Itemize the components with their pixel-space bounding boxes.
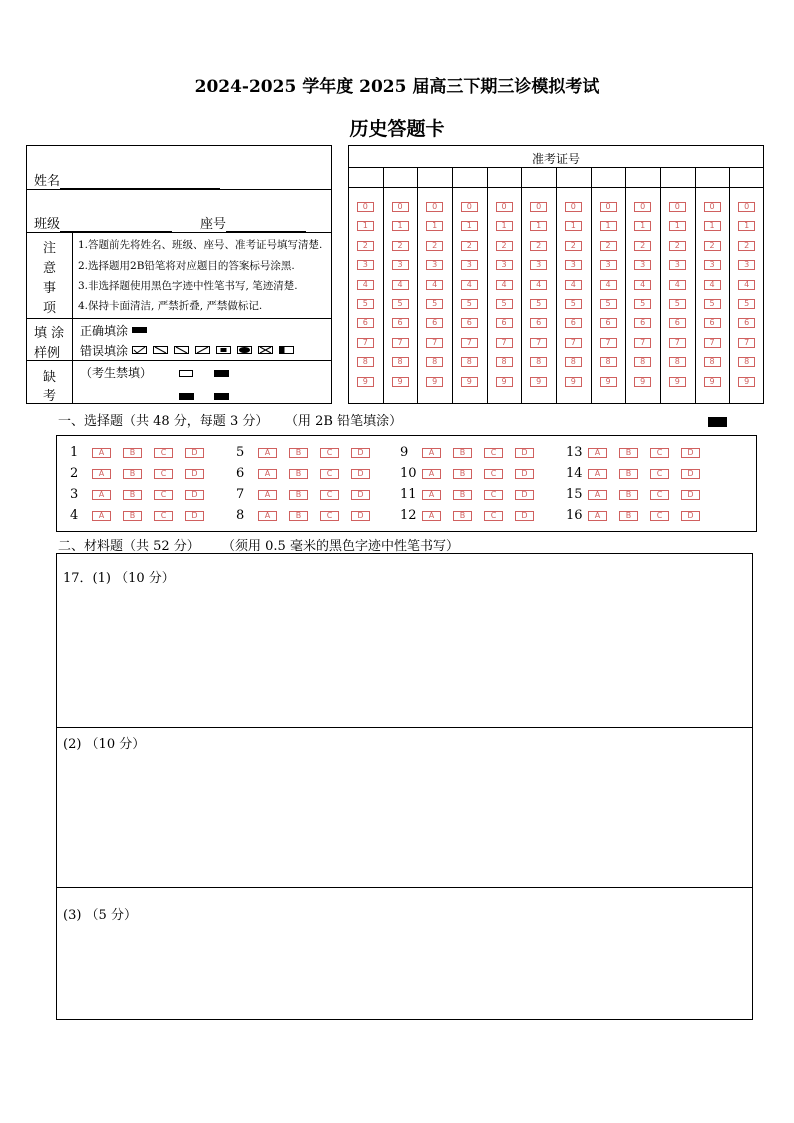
exam-id-digit-bubble[interactable]: 5: [738, 299, 755, 309]
exam-id-digit-bubble[interactable]: 2: [738, 241, 755, 251]
exam-id-write-cell[interactable]: [452, 168, 487, 187]
question-number: 6: [236, 466, 245, 481]
exam-id-digit-bubble[interactable]: 2: [426, 241, 443, 251]
option-bubble-d[interactable]: D: [681, 469, 700, 479]
exam-id-digit-bubble[interactable]: 8: [461, 357, 478, 367]
option-bubble-d[interactable]: D: [515, 511, 534, 521]
option-bubble-a[interactable]: A: [422, 469, 441, 479]
exam-id-write-cell[interactable]: [383, 168, 418, 187]
seat-field[interactable]: [200, 213, 306, 232]
exam-id-digit-bubble[interactable]: 1: [392, 221, 409, 231]
option-bubble-d[interactable]: D: [351, 511, 370, 521]
exam-id-digit-bubble[interactable]: 1: [738, 221, 755, 231]
question-number: 8: [236, 508, 245, 523]
question-number: 10: [400, 466, 417, 481]
exam-id-digit-bubble[interactable]: 0: [634, 202, 651, 212]
exam-id-digit-bubble[interactable]: 3: [461, 260, 478, 270]
option-bubble-d[interactable]: D: [185, 469, 204, 479]
option-bubble-c[interactable]: C: [650, 511, 669, 521]
exam-id-column-divider: [417, 167, 418, 404]
exam-id-digit-bubble[interactable]: 5: [461, 299, 478, 309]
option-bubble-c[interactable]: C: [154, 511, 173, 521]
exam-id-digit-bubble[interactable]: 6: [461, 318, 478, 328]
option-bubble-d[interactable]: D: [351, 490, 370, 500]
option-bubble-a[interactable]: A: [258, 490, 277, 500]
option-bubble-a[interactable]: A: [588, 448, 607, 458]
notes-label-1: 注: [43, 241, 57, 256]
exam-id-digit-bubble[interactable]: 0: [565, 202, 582, 212]
exam-id-digit-bubble[interactable]: 5: [634, 299, 651, 309]
exam-id-digit-bubble[interactable]: 4: [738, 280, 755, 290]
exam-id-digit-bubble[interactable]: 8: [704, 357, 721, 367]
section1-title: 一、选择题（共 48 分，每题 3 分）: [58, 414, 269, 429]
exam-id-digit-bubble[interactable]: 1: [530, 221, 547, 231]
exam-id-write-cell[interactable]: [729, 168, 764, 187]
option-bubble-c[interactable]: C: [484, 511, 503, 521]
exam-id-digit-bubble[interactable]: 0: [704, 202, 721, 212]
correct-fill-label: 正确填涂: [80, 324, 129, 338]
exam-id-column-divider: [591, 167, 592, 404]
wrong-fill-samples: [132, 345, 302, 355]
question-number: 12: [400, 508, 417, 523]
option-bubble-d[interactable]: D: [681, 511, 700, 521]
exam-id-digit-bubble[interactable]: 3: [738, 260, 755, 270]
exam-id-digit-bubble[interactable]: 6: [357, 318, 374, 328]
class-line: [60, 217, 172, 232]
notes-label-2: 意: [43, 261, 57, 276]
fill-sample-label-2: 样例: [34, 346, 61, 361]
exam-id-digit-bubble[interactable]: 4: [530, 280, 547, 290]
exam-id-write-cell[interactable]: [487, 168, 522, 187]
question-number: 15: [566, 487, 583, 502]
exam-id-digit-bubble[interactable]: 2: [357, 241, 374, 251]
name-field[interactable]: [34, 170, 220, 189]
absent-label-2: 考: [43, 389, 57, 404]
exam-id-digit-bubble[interactable]: 9: [357, 377, 374, 387]
exam-id-digit-bubble[interactable]: 4: [600, 280, 617, 290]
exam-id-digit-bubble[interactable]: 9: [461, 377, 478, 387]
exam-id-digit-bubble[interactable]: 0: [738, 202, 755, 212]
exam-id-digit-bubble[interactable]: 0: [496, 202, 513, 212]
option-bubble-a[interactable]: A: [422, 490, 441, 500]
exam-id-digit-bubble[interactable]: 2: [461, 241, 478, 251]
exam-id-digit-bubble[interactable]: 7: [669, 338, 686, 348]
notes-label-3: 事: [43, 281, 57, 296]
option-bubble-a[interactable]: A: [92, 469, 111, 479]
exam-id-digit-bubble[interactable]: 7: [530, 338, 547, 348]
exam-id-digit-bubble[interactable]: 1: [565, 221, 582, 231]
exam-id-column-divider: [487, 167, 488, 404]
name-line: [60, 174, 220, 189]
exam-id-digit-bubble[interactable]: 1: [704, 221, 721, 231]
notes-label-4: 项: [43, 301, 57, 316]
question-number: 5: [236, 445, 245, 460]
absent-note: （考生禁填）: [80, 366, 153, 380]
option-bubble-a[interactable]: A: [588, 490, 607, 500]
exam-id-digit-bubble[interactable]: 0: [461, 202, 478, 212]
fill-sample-label-1: 填 涂: [34, 326, 65, 341]
exam-id-digit-bubble[interactable]: 9: [669, 377, 686, 387]
option-bubble-d[interactable]: D: [185, 490, 204, 500]
exam-id-digit-bubble[interactable]: 9: [704, 377, 721, 387]
exam-id-digit-bubble[interactable]: 6: [565, 318, 582, 328]
exam-id-digit-bubble[interactable]: 2: [704, 241, 721, 251]
exam-id-digit-bubble[interactable]: 8: [669, 357, 686, 367]
option-bubble-c[interactable]: C: [320, 448, 339, 458]
option-bubble-c[interactable]: C: [484, 448, 503, 458]
option-bubble-b[interactable]: B: [123, 511, 142, 521]
exam-id-digit-bubble[interactable]: 7: [704, 338, 721, 348]
exam-id-digit-bubble[interactable]: 3: [565, 260, 582, 270]
q17-part1-answer-area[interactable]: [57, 590, 752, 726]
option-bubble-b[interactable]: B: [619, 469, 638, 479]
exam-id-digit-bubble[interactable]: 1: [600, 221, 617, 231]
exam-id-digit-bubble[interactable]: 5: [392, 299, 409, 309]
exam-id-digit-bubble[interactable]: 4: [669, 280, 686, 290]
exam-id-digit-bubble[interactable]: 7: [600, 338, 617, 348]
exam-title: 2024-2025 学年度 2025 届高三下期三诊模拟考试: [194, 77, 600, 97]
exam-id-digit-bubble[interactable]: 8: [426, 357, 443, 367]
option-bubble-b[interactable]: B: [123, 469, 142, 479]
exam-id-digit-bubble[interactable]: 3: [530, 260, 547, 270]
exam-id-column-divider: [660, 167, 661, 404]
option-bubble-d[interactable]: D: [185, 511, 204, 521]
question-number: 14: [566, 466, 583, 481]
option-bubble-d[interactable]: D: [351, 469, 370, 479]
position-mark: [708, 417, 727, 427]
option-bubble-c[interactable]: C: [154, 448, 173, 458]
question-number: 1: [70, 445, 79, 460]
exam-id-digit-bubble[interactable]: 3: [634, 260, 651, 270]
exam-id-digit-bubble[interactable]: 2: [634, 241, 651, 251]
option-bubble-c[interactable]: C: [320, 511, 339, 521]
option-bubble-a[interactable]: A: [92, 511, 111, 521]
exam-id-digit-bubble[interactable]: 6: [634, 318, 651, 328]
option-bubble-c[interactable]: C: [320, 469, 339, 479]
exam-id-digit-bubble[interactable]: 8: [634, 357, 651, 367]
option-bubble-b[interactable]: B: [123, 448, 142, 458]
absent-label-1: 缺: [43, 370, 57, 385]
seat-line: [226, 217, 306, 232]
exam-id-digit-bubble[interactable]: 6: [600, 318, 617, 328]
exam-id-digit-bubble[interactable]: 0: [426, 202, 443, 212]
option-bubble-b[interactable]: B: [619, 490, 638, 500]
note-3: 3.非选择题使用黑色字迹中性笔书写, 笔迹清楚.: [78, 280, 298, 292]
exam-id-digit-bubble[interactable]: 2: [392, 241, 409, 251]
option-bubble-c[interactable]: C: [650, 490, 669, 500]
exam-id-digit-bubble[interactable]: 1: [669, 221, 686, 231]
question-number: 7: [236, 487, 245, 502]
exam-id-digit-bubble[interactable]: 7: [496, 338, 513, 348]
exam-id-write-cell[interactable]: [591, 168, 626, 187]
exam-id-digit-bubble[interactable]: 7: [565, 338, 582, 348]
exam-id-digit-bubble[interactable]: 9: [496, 377, 513, 387]
option-bubble-b[interactable]: B: [289, 490, 308, 500]
exam-id-digit-bubble[interactable]: 3: [669, 260, 686, 270]
section1-note: （用 2B 铅笔填涂）: [285, 414, 403, 429]
option-bubble-c[interactable]: C: [484, 469, 503, 479]
option-bubble-a[interactable]: A: [258, 469, 277, 479]
position-mark: [179, 393, 194, 400]
exam-id-digit-bubble[interactable]: 6: [738, 318, 755, 328]
exam-id-digit-bubble[interactable]: 1: [426, 221, 443, 231]
option-bubble-a[interactable]: A: [422, 448, 441, 458]
q17-part3-answer-area[interactable]: [57, 925, 752, 1019]
exam-id-digit-bubble[interactable]: 8: [496, 357, 513, 367]
option-bubble-b[interactable]: B: [453, 469, 472, 479]
exam-id-write-cell[interactable]: [556, 168, 591, 187]
exam-id-digit-bubble[interactable]: 4: [496, 280, 513, 290]
exam-id-digit-bubble[interactable]: 9: [565, 377, 582, 387]
note-1: 1.答题前先将姓名、班级、座号、准考证号填写清楚.: [78, 239, 323, 251]
seat-label: 座号: [200, 217, 227, 232]
exam-id-digit-bubble[interactable]: 3: [496, 260, 513, 270]
exam-id-digit-bubble[interactable]: 3: [392, 260, 409, 270]
exam-id-column-divider: [383, 167, 384, 404]
option-bubble-b[interactable]: B: [123, 490, 142, 500]
exam-id-digit-bubble[interactable]: 8: [738, 357, 755, 367]
exam-id-digit-bubble[interactable]: 4: [634, 280, 651, 290]
exam-id-digit-bubble[interactable]: 6: [426, 318, 443, 328]
exam-id-digit-bubble[interactable]: 5: [600, 299, 617, 309]
exam-id-write-cell[interactable]: [417, 168, 452, 187]
exam-id-digit-bubble[interactable]: 8: [600, 357, 617, 367]
exam-id-digit-bubble[interactable]: 2: [496, 241, 513, 251]
q17-part2-label: (2) （10 分）: [63, 737, 146, 752]
correct-fill-mark: [132, 327, 147, 333]
option-bubble-c[interactable]: C: [484, 490, 503, 500]
position-mark: [214, 370, 229, 377]
exam-id-digit-bubble[interactable]: 2: [565, 241, 582, 251]
exam-id-digit-bubble[interactable]: 7: [738, 338, 755, 348]
exam-id-digit-bubble[interactable]: 7: [461, 338, 478, 348]
exam-id-digit-bubble[interactable]: 0: [357, 202, 374, 212]
section2-note: （须用 0.5 毫米的黑色字迹中性笔书写）: [222, 539, 459, 554]
note-4: 4.保持卡面清洁, 严禁折叠, 严禁做标记.: [78, 300, 263, 312]
exam-id-digit-bubble[interactable]: 2: [530, 241, 547, 251]
exam-id-digit-bubble[interactable]: 8: [530, 357, 547, 367]
exam-id-digit-bubble[interactable]: 3: [704, 260, 721, 270]
exam-id-digit-bubble[interactable]: 7: [426, 338, 443, 348]
exam-id-digit-bubble[interactable]: 8: [357, 357, 374, 367]
exam-id-digit-bubble[interactable]: 2: [669, 241, 686, 251]
exam-id-write-cell[interactable]: [695, 168, 730, 187]
exam-id-digit-bubble[interactable]: 5: [669, 299, 686, 309]
question-number: 13: [566, 445, 583, 460]
question-number: 3: [70, 487, 79, 502]
question-number: 4: [70, 508, 79, 523]
option-bubble-c[interactable]: C: [320, 490, 339, 500]
exam-id-digit-bubble[interactable]: 5: [496, 299, 513, 309]
exam-id-digit-bubble[interactable]: 1: [357, 221, 374, 231]
exam-id-digit-bubble[interactable]: 6: [496, 318, 513, 328]
question-number: 9: [400, 445, 409, 460]
q17-part3-label: (3) （5 分）: [63, 908, 137, 923]
answer-card-title: 历史答题卡: [349, 118, 445, 140]
exam-id-digit-bubble[interactable]: 6: [704, 318, 721, 328]
option-bubble-d[interactable]: D: [515, 448, 534, 458]
option-bubble-b[interactable]: B: [619, 448, 638, 458]
exam-id-column-divider: [729, 167, 730, 404]
exam-id-digit-bubble[interactable]: 4: [704, 280, 721, 290]
exam-id-column-divider: [625, 167, 626, 404]
exam-id-digit-bubble[interactable]: 0: [392, 202, 409, 212]
exam-id-digit-bubble[interactable]: 5: [357, 299, 374, 309]
exam-id-digit-bubble[interactable]: 5: [704, 299, 721, 309]
option-bubble-a[interactable]: A: [258, 448, 277, 458]
option-bubble-a[interactable]: A: [92, 448, 111, 458]
exam-id-column-divider: [556, 167, 557, 404]
exam-id-digit-bubble[interactable]: 5: [530, 299, 547, 309]
option-bubble-d[interactable]: D: [681, 490, 700, 500]
exam-id-digit-bubble[interactable]: 4: [461, 280, 478, 290]
section2-title: 二、材料题（共 52 分）: [58, 539, 200, 554]
absent-mark-box[interactable]: [179, 370, 193, 377]
exam-id-digit-bubble[interactable]: 0: [530, 202, 547, 212]
exam-id-column-divider: [695, 167, 696, 404]
class-field[interactable]: [34, 213, 172, 232]
exam-id-digit-bubble[interactable]: 9: [634, 377, 651, 387]
exam-id-digit-bubble[interactable]: 1: [634, 221, 651, 231]
exam-id-write-cell[interactable]: [521, 168, 556, 187]
wrong-fill-label: 错误填涂: [80, 344, 129, 358]
option-bubble-c[interactable]: C: [650, 448, 669, 458]
exam-id-digit-bubble[interactable]: 6: [669, 318, 686, 328]
exam-id-digit-bubble[interactable]: 3: [357, 260, 374, 270]
exam-id-digit-bubble[interactable]: 5: [565, 299, 582, 309]
note-2: 2.选择题用2B铅笔将对应题目的答案标号涂黑.: [78, 260, 295, 272]
option-bubble-d[interactable]: D: [351, 448, 370, 458]
option-bubble-b[interactable]: B: [619, 511, 638, 521]
question-number: 16: [566, 508, 583, 523]
option-bubble-b[interactable]: B: [453, 490, 472, 500]
exam-id-digit-bubble[interactable]: 4: [357, 280, 374, 290]
option-bubble-a[interactable]: A: [422, 511, 441, 521]
option-bubble-d[interactable]: D: [185, 448, 204, 458]
exam-id-title: 准考证号: [531, 152, 580, 166]
option-bubble-c[interactable]: C: [154, 490, 173, 500]
option-bubble-d[interactable]: D: [515, 469, 534, 479]
exam-id-digit-bubble[interactable]: 5: [426, 299, 443, 309]
option-bubble-b[interactable]: B: [289, 448, 308, 458]
option-bubble-d[interactable]: D: [681, 448, 700, 458]
option-bubble-a[interactable]: A: [92, 490, 111, 500]
exam-id-digit-bubble[interactable]: 7: [634, 338, 651, 348]
exam-id-digit-bubble[interactable]: 3: [600, 260, 617, 270]
name-label: 姓名: [34, 174, 61, 189]
exam-id-digit-bubble[interactable]: 1: [461, 221, 478, 231]
exam-id-digit-bubble[interactable]: 8: [392, 357, 409, 367]
exam-id-digit-bubble[interactable]: 4: [392, 280, 409, 290]
exam-id-write-cell[interactable]: [348, 168, 383, 187]
exam-id-digit-bubble[interactable]: 7: [392, 338, 409, 348]
exam-id-column-divider: [521, 167, 522, 404]
exam-id-column-divider: [452, 167, 453, 404]
exam-id-digit-bubble[interactable]: 0: [600, 202, 617, 212]
exam-id-digit-bubble[interactable]: 3: [426, 260, 443, 270]
question-number: 2: [70, 466, 79, 481]
class-label: 班级: [34, 217, 61, 232]
exam-id-digit-bubble[interactable]: 9: [426, 377, 443, 387]
exam-id-digit-bubble[interactable]: 6: [392, 318, 409, 328]
q17-part1-label: 17．(1) （10 分）: [63, 571, 175, 586]
exam-id-digit-bubble[interactable]: 1: [496, 221, 513, 231]
exam-id-digit-bubble[interactable]: 4: [565, 280, 582, 290]
exam-id-digit-bubble[interactable]: 7: [357, 338, 374, 348]
option-bubble-a[interactable]: A: [588, 469, 607, 479]
option-bubble-b[interactable]: B: [289, 511, 308, 521]
option-bubble-a[interactable]: A: [588, 511, 607, 521]
option-bubble-a[interactable]: A: [258, 511, 277, 521]
exam-id-write-cell[interactable]: [625, 168, 660, 187]
exam-id-digit-bubble[interactable]: 9: [600, 377, 617, 387]
exam-id-write-cell[interactable]: [660, 168, 695, 187]
exam-id-digit-bubble[interactable]: 9: [392, 377, 409, 387]
exam-id-digit-bubble[interactable]: 4: [426, 280, 443, 290]
option-bubble-b[interactable]: B: [289, 469, 308, 479]
exam-id-digit-bubble[interactable]: 2: [600, 241, 617, 251]
option-bubble-b[interactable]: B: [453, 448, 472, 458]
exam-id-digit-bubble[interactable]: 9: [530, 377, 547, 387]
option-bubble-b[interactable]: B: [453, 511, 472, 521]
option-bubble-c[interactable]: C: [154, 469, 173, 479]
q17-part2-answer-area[interactable]: [57, 755, 752, 886]
option-bubble-d[interactable]: D: [515, 490, 534, 500]
question-number: 11: [400, 487, 417, 502]
option-bubble-c[interactable]: C: [650, 469, 669, 479]
exam-id-digit-bubble[interactable]: 8: [565, 357, 582, 367]
exam-id-digit-bubble[interactable]: 6: [530, 318, 547, 328]
exam-id-digit-bubble[interactable]: 0: [669, 202, 686, 212]
exam-id-digit-bubble[interactable]: 9: [738, 377, 755, 387]
position-mark: [214, 393, 229, 400]
